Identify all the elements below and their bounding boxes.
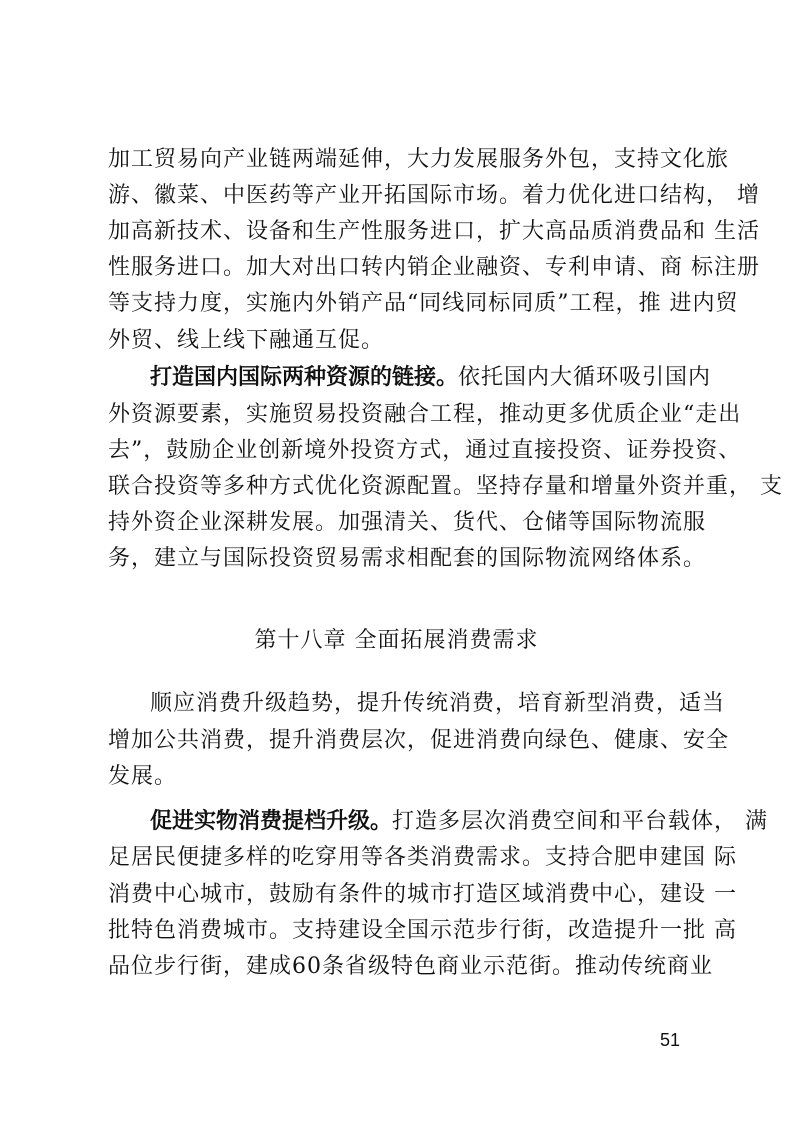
paragraph-1-line-1: 加工贸易向产业链两端延伸，大力发展服务外包，支持文化旅: [108, 147, 730, 172]
paragraph-2-line-1: [150, 364, 712, 392]
paragraph-2-lead: 打造国内国际两种资源的链接。: [150, 365, 459, 390]
paragraph-4-line-5: 品位步行街，建成60条省级特色商业示范街。推动传统商业: [108, 954, 713, 979]
paragraph-1-line-4: 性服务进口。加大对出口转内销企业融资、专利申请、商 标注册: [108, 255, 760, 280]
paragraph-2-line-2: 外资源要素，实施贸易投资融合工程，推动更多优质企业“走出: [108, 402, 742, 427]
paragraph-4-lead: 促进实物消费提档升级。: [150, 809, 393, 834]
paragraph-4-line-1: [150, 808, 769, 836]
paragraph-3-line-3: 发展。: [108, 764, 178, 789]
paragraph-4-line-2: 足居民便捷多样的吃穿用等各类消费需求。支持合肥申建国 际: [108, 845, 737, 870]
page-number: 51: [660, 1030, 681, 1050]
paragraph-1-line-3: 加高新技术、设备和生产性服务进口，扩大高品质消费品和 生活: [108, 219, 760, 244]
paragraph-2-line-5: 持外资企业深耕发展。加强清关、货代、仓储等国际物流服: [108, 510, 707, 535]
paragraph-1-line-5: 等支持力度，实施内外销产品“同线同标同质”工程，推 进内贸: [108, 291, 739, 316]
paragraph-1-line-6: 外贸、线上线下融通互促。: [108, 328, 385, 353]
paragraph-4-first-line-rest: 打造多层次消费空间和平台载体， 满: [392, 809, 769, 834]
paragraph-2-first-line-rest: 依托国内大循环吸引国内: [458, 365, 712, 390]
paragraph-2-line-6: 务，建立与国际投资贸易需求相配套的国际物流网络体系。: [108, 546, 707, 571]
chapter-heading: 第十八章 全面拓展消费需求: [254, 628, 539, 653]
paragraph-2-line-3: 去”，鼓励企业创新境外投资方式，通过直接投资、证券投资、: [108, 438, 742, 463]
paragraph-4-line-4: 批特色消费城市。支持建设全国示范步行街，改造提升一批 高: [108, 918, 737, 943]
paragraph-3-line-2: 增加公共消费，提升消费层次，促进消费向绿色、健康、安全: [108, 728, 730, 753]
paragraph-3-line-1: 顺应消费升级趋势，提升传统消费，培育新型消费，适当: [150, 691, 726, 716]
paragraph-4-line-3: 消费中心城市，鼓励有条件的城市打造区域消费中心，建设 一: [108, 882, 737, 907]
paragraph-2-line-4: 联合投资等多种方式优化资源配置。坚持存量和增量外资并重， 支: [108, 474, 783, 499]
paragraph-1-line-2: 游、徽菜、中医药等产业开拓国际市场。着力优化进口结构， 增: [108, 183, 760, 208]
